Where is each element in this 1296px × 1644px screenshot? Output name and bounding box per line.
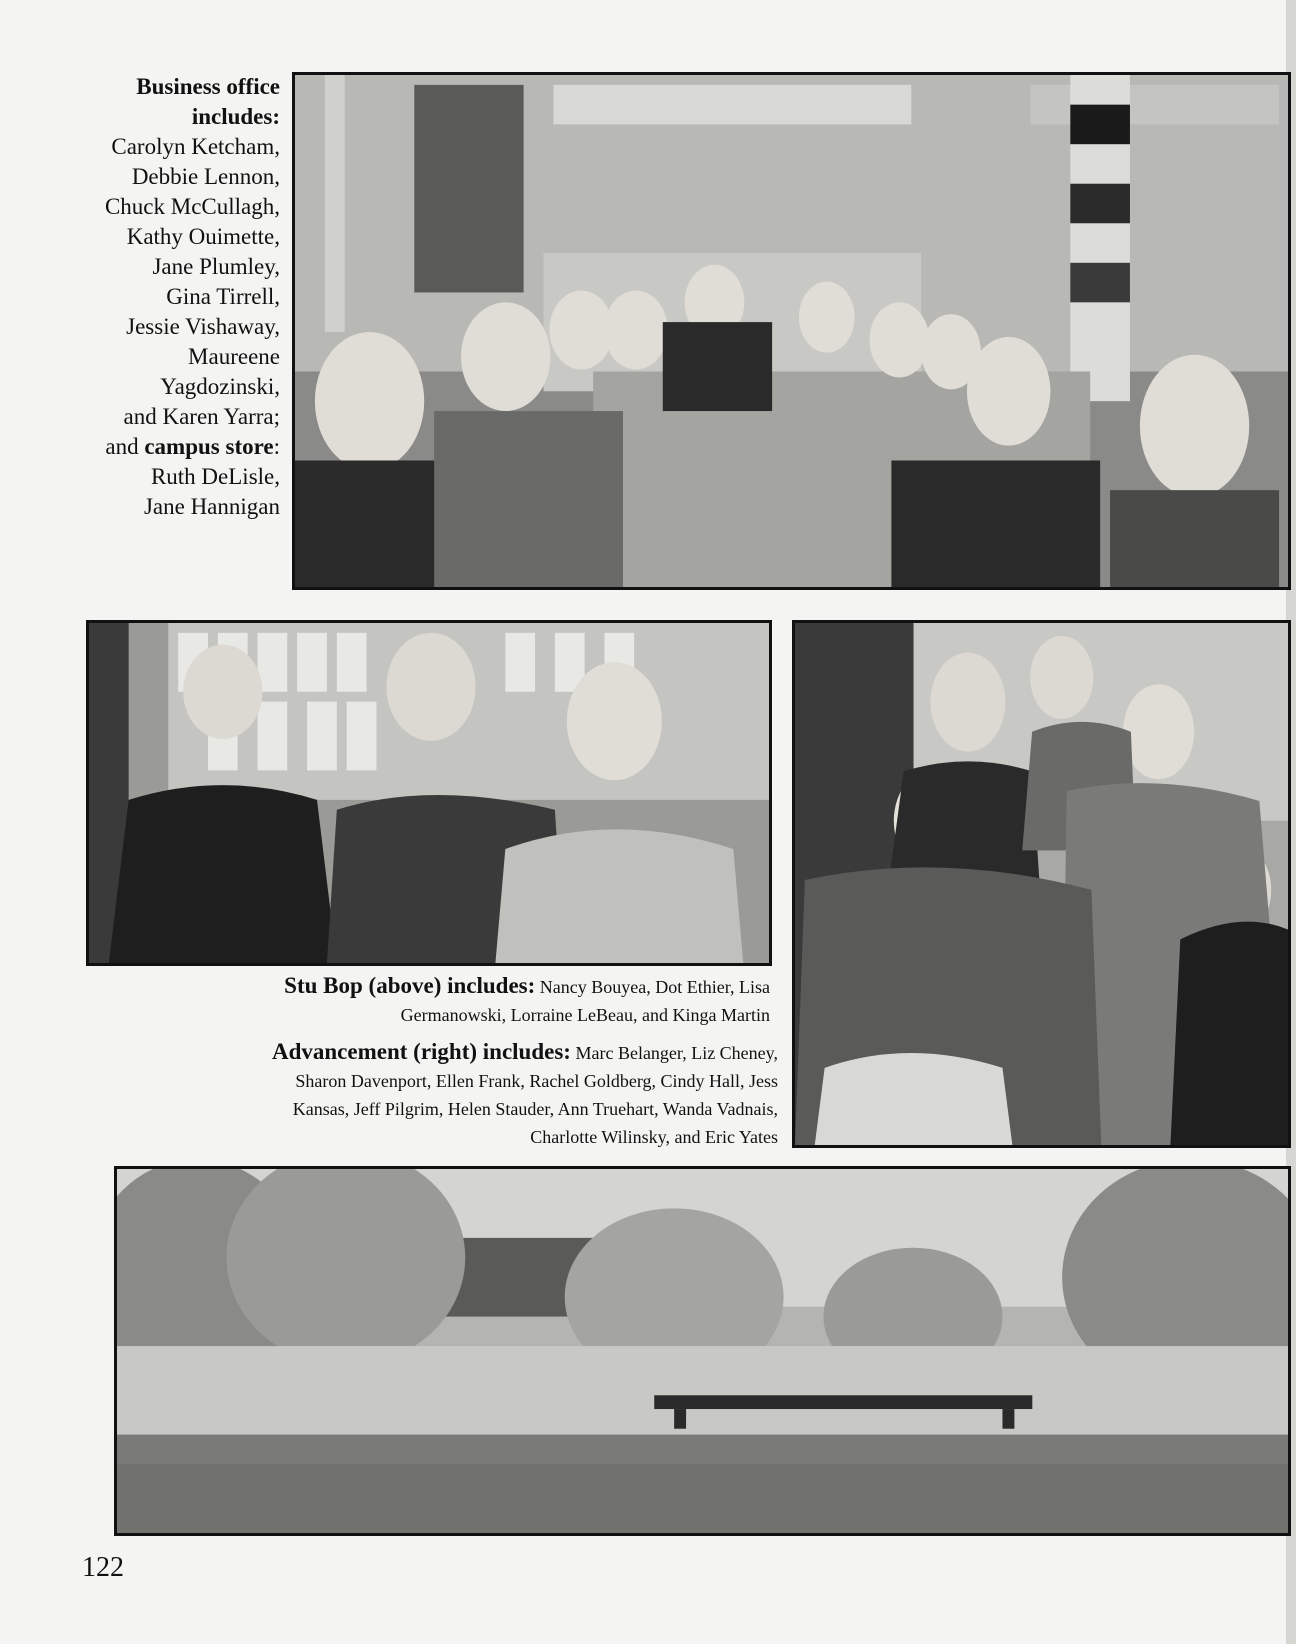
caption-line: Charlotte Wilinsky, and Eric Yates xyxy=(530,1127,778,1147)
advancement-caption xyxy=(140,1038,778,1151)
business-office-heading: Business office xyxy=(136,74,280,99)
caption-line: Sharon Davenport, Ellen Frank, Rachel Goldberg, Cindy Hall, Jess xyxy=(295,1071,778,1091)
stu-bop-heading: Stu Bop (above) includes: xyxy=(284,973,536,998)
campus-pond-photo xyxy=(114,1166,1291,1536)
store-colon: : xyxy=(273,434,280,459)
stu-bop-photo xyxy=(86,620,772,966)
name-line: Chuck McCullagh, xyxy=(104,194,280,219)
name-line: Ruth DeLisle, xyxy=(150,464,280,489)
business-office-photo xyxy=(292,72,1291,590)
caption-line: Marc Belanger, Liz Cheney, xyxy=(570,1043,778,1063)
name-line: Jane Plumley, xyxy=(152,254,280,279)
name-line: Carolyn Ketcham, xyxy=(111,134,280,159)
caption-line: Germanowski, Lorraine LeBeau, and Kinga Martin xyxy=(400,1005,770,1025)
name-line: Jessie Vishaway, xyxy=(126,314,280,339)
name-line: Maureene xyxy=(188,344,280,369)
advancement-heading: Advancement (right) includes: xyxy=(271,1039,571,1064)
campus-store-heading: campus store xyxy=(144,434,274,459)
name-line: Yagdozinski, xyxy=(160,374,280,399)
campus-store-line xyxy=(60,432,280,462)
name-line: Gina Tirrell, xyxy=(166,284,280,309)
business-office-heading-2: includes: xyxy=(191,104,280,129)
business-office-caption xyxy=(60,72,280,522)
caption-line: Kansas, Jeff Pilgrim, Helen Stauder, Ann Truehart, Wanda Vadnais, xyxy=(292,1099,778,1119)
name-line: Kathy Ouimette, xyxy=(126,224,280,249)
advancement-photo xyxy=(792,620,1291,1148)
name-line: Jane Hannigan xyxy=(143,494,280,519)
store-prefix: and xyxy=(105,434,145,459)
name-line: and Karen Yarra; xyxy=(123,404,280,429)
page-number: 122 xyxy=(82,1552,124,1583)
caption-line: Nancy Bouyea, Dot Ethier, Lisa xyxy=(535,977,770,997)
name-line: Debbie Lennon, xyxy=(131,164,280,189)
stu-bop-caption xyxy=(150,972,770,1029)
